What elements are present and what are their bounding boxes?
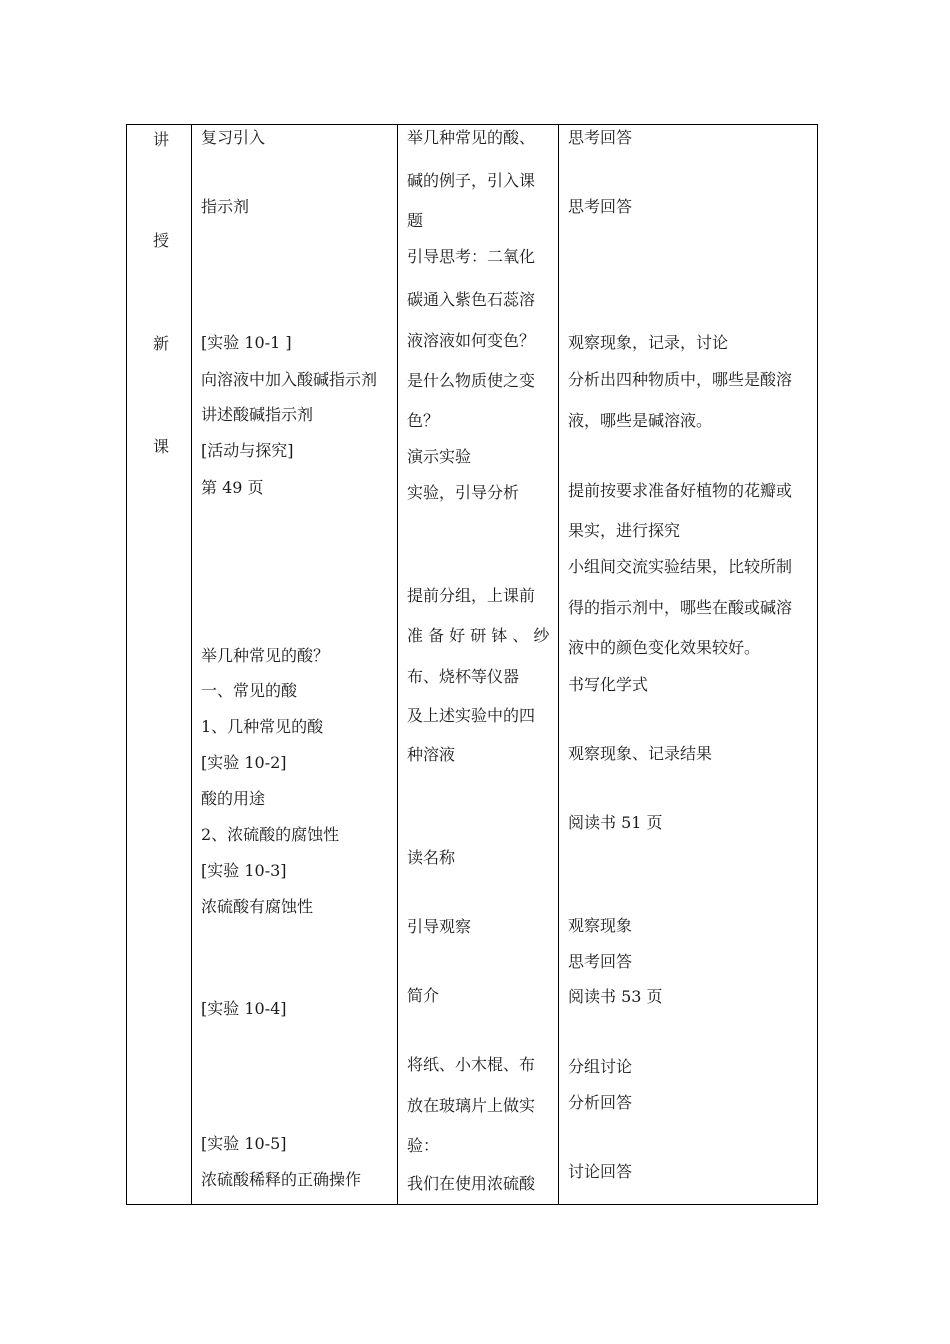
student-line: 液中的颜色变化效果较好。 bbox=[568, 638, 761, 657]
column-divider bbox=[558, 125, 559, 1204]
teacher-line: 我们在使用浓硫酸 bbox=[407, 1174, 536, 1193]
student-line: 小组间交流实验结果，比较所制 bbox=[568, 557, 793, 576]
teacher-line: 引导思考：二氧化 bbox=[407, 247, 536, 266]
teacher-line: 演示实验 bbox=[407, 447, 472, 466]
content-line: 第 49 页 bbox=[201, 478, 264, 497]
student-line: 阅读书 53 页 bbox=[568, 987, 663, 1006]
teacher-line: 准 备 好 研 钵 、 纱 bbox=[407, 626, 550, 645]
student-line: 提前按要求准备好植物的花瓣或 bbox=[568, 481, 793, 500]
student-line: 果实，进行探究 bbox=[568, 521, 681, 540]
column-divider bbox=[191, 125, 192, 1204]
teacher-line: 是什么物质使之变 bbox=[407, 371, 536, 390]
teacher-line: 及上述实验中的四 bbox=[407, 706, 536, 725]
stage-char: 授 bbox=[153, 231, 170, 250]
content-line: 一、常见的酸 bbox=[201, 681, 298, 700]
student-line: 思考回答 bbox=[568, 128, 633, 147]
student-line: 观察现象、记录结果 bbox=[568, 744, 713, 763]
teacher-line: 将纸、小木棍、布 bbox=[407, 1055, 536, 1074]
student-line: 液，哪些是碱溶液。 bbox=[568, 411, 713, 430]
content-line: 2、浓硫酸的腐蚀性 bbox=[201, 825, 340, 844]
content-line: 讲述酸碱指示剂 bbox=[201, 405, 314, 424]
stage-char: 课 bbox=[153, 437, 170, 456]
content-line: [实验 10-5] bbox=[201, 1134, 287, 1153]
teacher-line: 布、烧杯等仪器 bbox=[407, 667, 520, 686]
student-line: 思考回答 bbox=[568, 197, 633, 216]
content-line: 酸的用途 bbox=[201, 789, 266, 808]
content-line: 向溶液中加入酸碱指示剂 bbox=[201, 370, 378, 389]
student-line: 分析出四种物质中，哪些是酸溶 bbox=[568, 370, 793, 389]
student-line: 观察现象 bbox=[568, 916, 633, 935]
student-line: 分组讨论 bbox=[568, 1057, 633, 1076]
stage-char: 新 bbox=[153, 334, 170, 353]
stage-char: 讲 bbox=[153, 130, 170, 149]
content-line: 指示剂 bbox=[201, 197, 250, 216]
student-line: 书写化学式 bbox=[568, 675, 649, 694]
student-line: 思考回答 bbox=[568, 952, 633, 971]
teacher-line: 验： bbox=[407, 1136, 440, 1155]
student-line: 阅读书 51 页 bbox=[568, 813, 663, 832]
content-line: 复习引入 bbox=[201, 128, 266, 147]
column-divider bbox=[397, 125, 398, 1204]
content-line: 1、几种常见的酸 bbox=[201, 717, 324, 736]
teacher-line: 碱的例子，引入课 bbox=[407, 171, 536, 190]
teacher-line: 简介 bbox=[407, 986, 440, 1005]
teacher-line: 碳通入紫色石蕊溶 bbox=[407, 290, 536, 309]
teacher-line: 题 bbox=[407, 211, 424, 230]
content-line: 浓硫酸稀释的正确操作 bbox=[201, 1170, 362, 1189]
content-line: [实验 10-2] bbox=[201, 753, 287, 772]
content-line: [实验 10-3] bbox=[201, 861, 287, 880]
teacher-line: 色？ bbox=[407, 411, 440, 430]
teacher-line: 举几种常见的酸、 bbox=[407, 128, 536, 147]
teacher-line: 放在玻璃片上做实 bbox=[407, 1096, 536, 1115]
teacher-line: 种溶液 bbox=[407, 745, 456, 764]
content-line: 浓硫酸有腐蚀性 bbox=[201, 897, 314, 916]
teacher-line: 提前分组，上课前 bbox=[407, 586, 536, 605]
student-line: 分析回答 bbox=[568, 1093, 633, 1112]
student-line: 讨论回答 bbox=[568, 1162, 633, 1181]
content-line: [实验 10-1 ] bbox=[201, 333, 292, 352]
teacher-line: 液溶液如何变色？ bbox=[407, 331, 536, 350]
content-line: 举几种常见的酸？ bbox=[201, 646, 330, 665]
content-line: [实验 10-4] bbox=[201, 999, 287, 1018]
student-line: 观察现象，记录，讨论 bbox=[568, 333, 729, 352]
teacher-line: 实验，引导分析 bbox=[407, 483, 520, 502]
content-line: [活动与探究] bbox=[201, 441, 294, 460]
lesson-plan-table bbox=[126, 124, 818, 1205]
student-line: 得的指示剂中，哪些在酸或碱溶 bbox=[568, 598, 793, 617]
teacher-line: 引导观察 bbox=[407, 917, 472, 936]
teacher-line: 读名称 bbox=[407, 848, 456, 867]
